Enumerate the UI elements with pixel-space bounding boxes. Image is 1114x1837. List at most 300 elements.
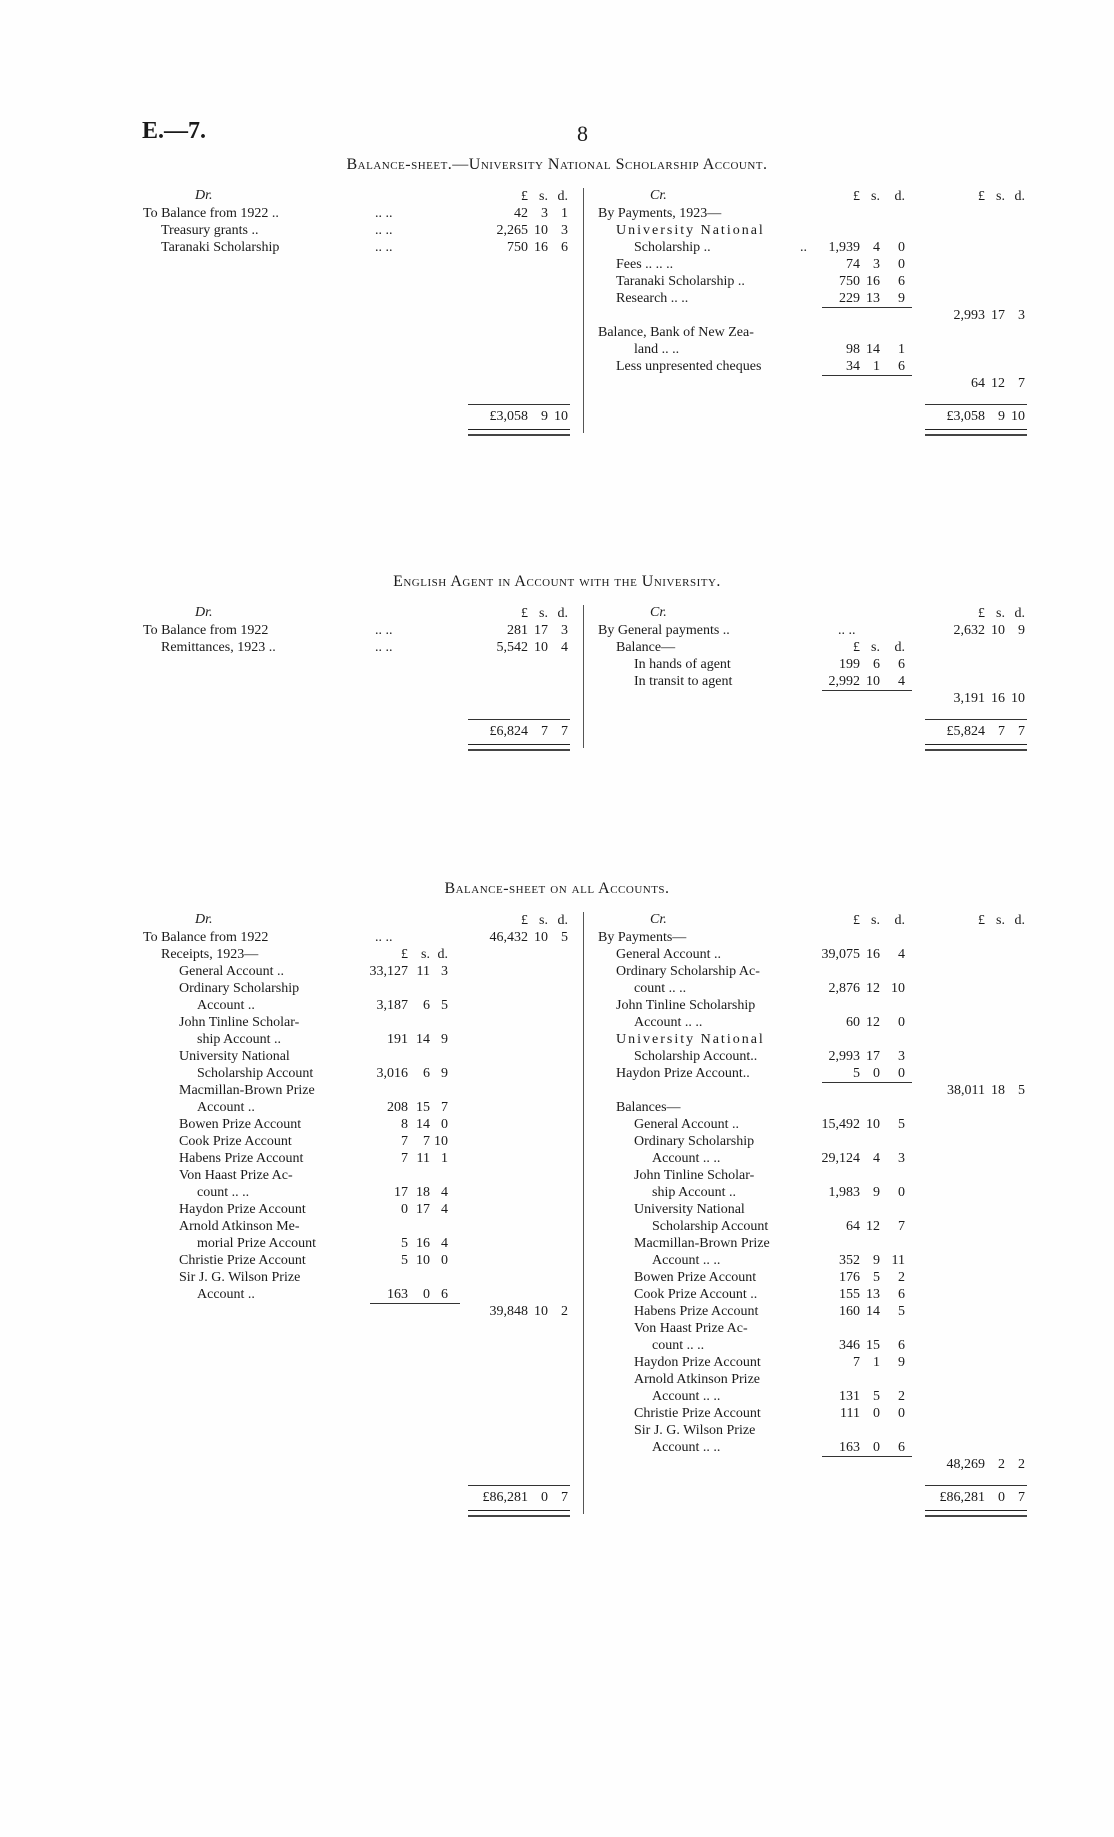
credit-amount-pence: 0: [898, 1185, 905, 1200]
debit-amount-shillings: 3: [541, 206, 548, 221]
credit-total-amount-pence: 2: [1018, 1457, 1025, 1472]
credit-row: [0, 290, 1114, 307]
credit-sub-head-pence: d.: [894, 640, 905, 655]
credit-amount-shillings: 16: [866, 274, 880, 289]
credit-row: [0, 1371, 1114, 1388]
credit-row: [0, 307, 1114, 324]
credit-total-amount-shillings: 10: [991, 623, 1005, 638]
credit-amount-pounds: 98: [846, 342, 860, 357]
credit-row: [0, 1048, 1114, 1065]
debit-sub-amount-pence: 0: [441, 1253, 448, 1268]
leader-dots: .. ..: [375, 623, 393, 638]
right-head-a-pounds: £: [853, 189, 860, 204]
credit-row: [0, 929, 1114, 946]
debit-sub-amount-pounds: 3,016: [376, 1066, 408, 1081]
credit-row-label: Von Haast Prize Ac-: [634, 1321, 748, 1336]
debit-sub-amount-shillings: 7: [423, 1134, 430, 1149]
debit-amount-pounds: 46,432: [489, 930, 528, 945]
credit-row: [0, 375, 1114, 392]
credit-total-pounds: £86,281: [939, 1490, 985, 1505]
credit-amount-shillings: 17: [866, 1049, 880, 1064]
credit-total-amount-pence: 5: [1018, 1083, 1025, 1098]
left-head-pence: d.: [557, 913, 568, 928]
credit-total-amount-shillings: 18: [991, 1083, 1005, 1098]
credit-amount-pounds: 750: [839, 274, 860, 289]
credit-amount-pence: 4: [898, 674, 905, 689]
debit-sub-amount-shillings: 0: [423, 1287, 430, 1302]
credit-row-label: Scholarship ..: [634, 240, 711, 255]
credit-row-label: Fees .. .. ..: [616, 257, 674, 272]
credit-row: [0, 639, 1114, 656]
total-rule-left: [468, 1485, 570, 1486]
right-head-a-pounds: £: [853, 913, 860, 928]
debit-sub-amount-pounds: 3,187: [376, 998, 408, 1013]
left-head-shillings: s.: [539, 913, 548, 928]
debit-total-shillings: 0: [541, 1490, 548, 1505]
credit-amount-shillings: 5: [873, 1270, 880, 1285]
credit-row-label: Sir J. G. Wilson Prize: [634, 1423, 756, 1438]
credit-row-label: Ordinary Scholarship Ac-: [616, 964, 760, 979]
page-reference: E.—7.: [142, 118, 207, 144]
credit-row: [0, 1218, 1114, 1235]
credit-row-label: Account .. ..: [652, 1389, 721, 1404]
credit-row: [0, 205, 1114, 222]
credit-row-label: Account .. ..: [634, 1015, 703, 1030]
debit-amount-shillings: 10: [534, 1304, 548, 1319]
credit-row: [0, 222, 1114, 239]
right-head-b-pence: d.: [1014, 606, 1025, 621]
credit-amount-pounds: 176: [839, 1270, 860, 1285]
credit-amount-pounds: 2,993: [828, 1049, 860, 1064]
debit-row-label: Treasury grants ..: [161, 223, 259, 238]
right-head-b-pounds: £: [978, 913, 985, 928]
credit-row: [0, 622, 1114, 639]
credit-amount-pounds: 160: [839, 1304, 860, 1319]
debit-row-label: Scholarship Account: [197, 1066, 314, 1081]
leader-dots: .. ..: [375, 930, 393, 945]
credit-total-shillings: 7: [998, 724, 1005, 739]
credit-amount-pence: 3: [898, 1151, 905, 1166]
credit-sub-head-shillings: s.: [871, 640, 880, 655]
credit-amount-pence: 0: [898, 257, 905, 272]
credit-amount-pounds: 1,939: [828, 240, 860, 255]
credit-total: [0, 408, 1114, 425]
credit-row-label: Account .. ..: [652, 1151, 721, 1166]
credit-header: Cr.: [650, 605, 667, 620]
credit-row: [0, 1184, 1114, 1201]
money-header-right: [0, 605, 1114, 622]
credit-amount-pence: 0: [898, 1066, 905, 1081]
leader-dots: .. ..: [838, 623, 856, 638]
credit-header: Cr.: [650, 188, 667, 203]
credit-row: [0, 1354, 1114, 1371]
debit-amount-pence: 6: [561, 240, 568, 255]
debit-sub-amount-shillings: 14: [416, 1032, 430, 1047]
credit-amount-pence: 5: [898, 1117, 905, 1132]
credit-amount-pounds: 352: [839, 1253, 860, 1268]
credit-row: [0, 1405, 1114, 1422]
credit-amount-pence: 2: [898, 1389, 905, 1404]
credit-row-label: University National: [616, 223, 765, 238]
credit-total-amount-pence: 3: [1018, 308, 1025, 323]
right-head-a-shillings: s.: [871, 189, 880, 204]
credit-row: [0, 1133, 1114, 1150]
debit-sub-amount-pence: 4: [441, 1236, 448, 1251]
credit-row: [0, 1303, 1114, 1320]
debit-sub-amount-pence: 0: [441, 1117, 448, 1132]
credit-amount-pence: 5: [898, 1304, 905, 1319]
debit-sub-amount-shillings: 6: [423, 998, 430, 1013]
credit-amount-pounds: 229: [839, 291, 860, 306]
left-head-pence: d.: [557, 606, 568, 621]
credit-amount-shillings: 10: [866, 674, 880, 689]
debit-amount-pounds: 750: [507, 240, 528, 255]
left-head-pounds: £: [521, 606, 528, 621]
credit-amount-pounds: 5: [853, 1066, 860, 1081]
left-head-pounds: £: [521, 189, 528, 204]
debit-sub-amount-shillings: 18: [416, 1185, 430, 1200]
credit-amount-shillings: 12: [866, 1219, 880, 1234]
column-divider: [583, 605, 584, 748]
credit-amount-shillings: 10: [866, 1117, 880, 1132]
debit-amount-pence: 3: [561, 623, 568, 638]
debit-row-label: To Balance from 1922: [143, 930, 269, 945]
credit-row: [0, 997, 1114, 1014]
credit-row: [0, 1422, 1114, 1439]
debit-row-label: Account ..: [197, 998, 255, 1013]
debit-row-label: Account ..: [197, 1100, 255, 1115]
debit-amount-pounds: 5,542: [496, 640, 528, 655]
right-head-a-pence: d.: [894, 913, 905, 928]
debit-sub-amount-pounds: 0: [401, 1202, 408, 1217]
page-number: 8: [577, 121, 588, 146]
debit-row-label: morial Prize Account: [197, 1236, 316, 1251]
credit-row: [0, 1456, 1114, 1473]
credit-row-label: Account .. ..: [652, 1253, 721, 1268]
credit-total-pence: 7: [1018, 724, 1025, 739]
credit-row-label: Habens Prize Account: [634, 1304, 759, 1319]
credit-row-label: count .. ..: [634, 981, 687, 996]
right-head-a-shillings: s.: [871, 913, 880, 928]
debit-row-label: Von Haast Prize Ac-: [179, 1168, 293, 1183]
credit-row: [0, 1388, 1114, 1405]
credit-amount-pence: 9: [898, 291, 905, 306]
credit-amount-shillings: 3: [873, 257, 880, 272]
credit-amount-shillings: 14: [866, 1304, 880, 1319]
credit-amount-pounds: 346: [839, 1338, 860, 1353]
credit-row: [0, 673, 1114, 690]
credit-amount-shillings: 12: [866, 981, 880, 996]
credit-row: [0, 324, 1114, 341]
debit-amount-pounds: 42: [514, 206, 528, 221]
credit-total-amount-pence: 7: [1018, 376, 1025, 391]
credit-row-label: University National: [616, 1032, 765, 1047]
leader-dots: .. ..: [375, 223, 393, 238]
credit-row: [0, 1150, 1114, 1167]
left-head-shillings: s.: [539, 606, 548, 621]
debit-row-label: Taranaki Scholarship: [161, 240, 280, 255]
credit-amount-shillings: 6: [873, 657, 880, 672]
credit-total-amount-pounds: 38,011: [947, 1083, 985, 1098]
credit-row-label: count .. ..: [652, 1338, 705, 1353]
debit-sub-amount-pence: 9: [441, 1066, 448, 1081]
credit-total-pence: 10: [1011, 409, 1025, 424]
debit-amount-shillings: 10: [534, 223, 548, 238]
credit-row: [0, 1337, 1114, 1354]
debit-sub-amount-pence: 10: [434, 1134, 448, 1149]
debit-total-shillings: 7: [541, 724, 548, 739]
credit-row-label: Scholarship Account..: [634, 1049, 758, 1064]
debit-row-label: Arnold Atkinson Me-: [179, 1219, 300, 1234]
credit-amount-pence: 1: [898, 342, 905, 357]
double-rule-left: [468, 744, 570, 751]
credit-amount-pence: 6: [898, 657, 905, 672]
debit-total-pence: 7: [561, 724, 568, 739]
credit-total-pence: 7: [1018, 1490, 1025, 1505]
credit-amount-pounds: 2,876: [828, 981, 860, 996]
credit-row-label: ship Account ..: [652, 1185, 736, 1200]
debit-row-label: Sir J. G. Wilson Prize: [179, 1270, 301, 1285]
credit-total-shillings: 0: [998, 1490, 1005, 1505]
credit-row-label: Haydon Prize Account..: [616, 1066, 750, 1081]
debit-sub-amount-pence: 9: [441, 1032, 448, 1047]
debit-total-pounds: £6,824: [489, 724, 528, 739]
right-head-a-pence: d.: [894, 189, 905, 204]
debit-sub-amount-shillings: 15: [416, 1100, 430, 1115]
credit-row: [0, 1235, 1114, 1252]
double-rule-right: [925, 429, 1027, 436]
credit-amount-pounds: 74: [846, 257, 860, 272]
credit-row: [0, 1099, 1114, 1116]
leader-dots: ..: [800, 240, 807, 255]
credit-amount-pounds: 7: [853, 1355, 860, 1370]
credit-amount-pounds: 163: [839, 1440, 860, 1455]
column-divider: [583, 912, 584, 1514]
debit-row-label: count .. ..: [197, 1185, 250, 1200]
credit-sub-head-pounds: £: [853, 640, 860, 655]
credit-total-amount-shillings: 2: [998, 1457, 1005, 1472]
credit-row-label: Research .. ..: [616, 291, 689, 306]
credit-amount-pence: 0: [898, 240, 905, 255]
credit-row-label: Arnold Atkinson Prize: [634, 1372, 760, 1387]
credit-amount-pence: 6: [898, 274, 905, 289]
credit-row-label: Cook Prize Account ..: [634, 1287, 758, 1302]
credit-row: [0, 358, 1114, 375]
debit-total-pounds: £86,281: [482, 1490, 528, 1505]
debit-amount-shillings: 16: [534, 240, 548, 255]
credit-total-pounds: £3,058: [946, 409, 985, 424]
debit-sub-amount-pence: 1: [441, 1151, 448, 1166]
right-head-b-pounds: £: [978, 189, 985, 204]
debit-amount-pence: 4: [561, 640, 568, 655]
debit-amount-pounds: 2,265: [496, 223, 528, 238]
credit-amount-pounds: 39,075: [821, 947, 860, 962]
total-rule-left: [468, 404, 570, 405]
credit-amount-shillings: 5: [873, 1389, 880, 1404]
debit-row-label: Habens Prize Account: [179, 1151, 304, 1166]
credit-row-label: In hands of agent: [634, 657, 731, 672]
credit-amount-pence: 3: [898, 1049, 905, 1064]
leader-dots: .. ..: [375, 240, 393, 255]
credit-amount-shillings: 13: [866, 1287, 880, 1302]
debit-sub-amount-pounds: 163: [387, 1287, 408, 1302]
debit-row-label: To Balance from 1922: [143, 623, 269, 638]
credit-amount-pounds: 29,124: [821, 1151, 860, 1166]
debit-row-label: Ordinary Scholarship: [179, 981, 300, 996]
debit-sub-amount-shillings: 6: [423, 1066, 430, 1081]
credit-total: [0, 1489, 1114, 1506]
credit-row: [0, 1031, 1114, 1048]
debit-row-label: Receipts, 1923—: [161, 947, 259, 962]
debit-sub-head-pence: d.: [437, 947, 448, 962]
section-title: English Agent in Account with the University.: [393, 573, 721, 590]
debit-sub-amount-pounds: 5: [401, 1236, 408, 1251]
debit-row-label: Bowen Prize Account: [179, 1117, 302, 1132]
credit-row: [0, 1439, 1114, 1456]
debit-sub-amount-pounds: 7: [401, 1134, 408, 1149]
debit-total-pounds: £3,058: [489, 409, 528, 424]
section-title: Balance-sheet on all Accounts.: [444, 880, 670, 897]
credit-total-amount-pounds: 3,191: [953, 691, 985, 706]
credit-row-label: Account .. ..: [652, 1440, 721, 1455]
left-head-pence: d.: [557, 189, 568, 204]
debit-sub-amount-shillings: 11: [416, 1151, 430, 1166]
debit-sub-amount-pence: 7: [441, 1100, 448, 1115]
credit-amount-pence: 2: [898, 1270, 905, 1285]
debit-sub-amount-shillings: 10: [416, 1253, 430, 1268]
debit-total-pence: 10: [554, 409, 568, 424]
credit-amount-shillings: 0: [873, 1066, 880, 1081]
debit-row-label: Haydon Prize Account: [179, 1202, 306, 1217]
debit-sub-amount-shillings: 16: [416, 1236, 430, 1251]
credit-row: [0, 273, 1114, 290]
credit-row-label: John Tinline Scholar-: [634, 1168, 755, 1183]
debit-sub-amount-pence: 5: [441, 998, 448, 1013]
debit-row-label: Account ..: [197, 1287, 255, 1302]
credit-amount-pounds: 155: [839, 1287, 860, 1302]
credit-row-label: In transit to agent: [634, 674, 733, 689]
credit-row: [0, 239, 1114, 256]
right-head-b-shillings: s.: [996, 913, 1005, 928]
credit-total-amount-pence: 9: [1018, 623, 1025, 638]
credit-row: [0, 1201, 1114, 1218]
debit-amount-shillings: 10: [534, 930, 548, 945]
credit-total-amount-pounds: 2,632: [953, 623, 985, 638]
credit-amount-pence: 6: [898, 359, 905, 374]
debit-sub-amount-shillings: 17: [416, 1202, 430, 1217]
total-rule-left: [468, 719, 570, 720]
debit-sub-amount-pounds: 5: [401, 1253, 408, 1268]
credit-amount-shillings: 4: [873, 1151, 880, 1166]
debit-sub-amount-pounds: 7: [401, 1151, 408, 1166]
credit-amount-pounds: 60: [846, 1015, 860, 1030]
credit-row: [0, 963, 1114, 980]
debit-amount-pence: 5: [561, 930, 568, 945]
total-rule-right: [925, 404, 1027, 405]
debit-row-label: General Account ..: [179, 964, 284, 979]
debit-row-label: Macmillan-Brown Prize: [179, 1083, 315, 1098]
credit-row: [0, 1320, 1114, 1337]
credit-row: [0, 1269, 1114, 1286]
credit-total-shillings: 9: [998, 409, 1005, 424]
debit-row-label: University National: [179, 1049, 290, 1064]
right-head-b-pence: d.: [1014, 913, 1025, 928]
credit-amount-pence: 10: [891, 981, 905, 996]
credit-amount-shillings: 1: [873, 359, 880, 374]
debit-row-label: Cook Prize Account: [179, 1134, 292, 1149]
debit-amount-shillings: 17: [534, 623, 548, 638]
credit-amount-shillings: 0: [873, 1440, 880, 1455]
debit-header: Dr.: [195, 912, 213, 927]
credit-total-amount-pounds: 2,993: [953, 308, 985, 323]
debit-row-label: ship Account ..: [197, 1032, 281, 1047]
debit-sub-amount-pounds: 33,127: [369, 964, 408, 979]
credit-row-label: General Account ..: [634, 1117, 739, 1132]
debit-header: Dr.: [195, 188, 213, 203]
debit-amount-pounds: 39,848: [489, 1304, 528, 1319]
credit-row-label: Scholarship Account: [652, 1219, 769, 1234]
credit-row: [0, 980, 1114, 997]
double-rule-left: [468, 1510, 570, 1517]
credit-row-label: John Tinline Scholarship: [616, 998, 756, 1013]
debit-row-label: Christie Prize Account: [179, 1253, 306, 1268]
credit-row-label: land .. ..: [634, 342, 680, 357]
credit-row: [0, 341, 1114, 358]
credit-row-label: By General payments ..: [598, 623, 730, 638]
double-rule-right: [925, 744, 1027, 751]
credit-row: [0, 256, 1114, 273]
debit-header: Dr.: [195, 605, 213, 620]
credit-amount-pence: 11: [891, 1253, 905, 1268]
credit-amount-shillings: 15: [866, 1338, 880, 1353]
credit-amount-pence: 4: [898, 947, 905, 962]
credit-amount-pence: 0: [898, 1015, 905, 1030]
credit-amount-pounds: 131: [839, 1389, 860, 1404]
credit-row: [0, 1167, 1114, 1184]
credit-amount-pounds: 64: [846, 1219, 860, 1234]
credit-row-label: Ordinary Scholarship: [634, 1134, 755, 1149]
credit-row-label: Bowen Prize Account: [634, 1270, 757, 1285]
credit-amount-pounds: 111: [840, 1406, 860, 1421]
debit-sub-amount-pounds: 8: [401, 1117, 408, 1132]
credit-row: [0, 1082, 1114, 1099]
debit-sub-head-shillings: s.: [421, 947, 430, 962]
credit-amount-pence: 6: [898, 1338, 905, 1353]
right-head-b-pence: d.: [1014, 189, 1025, 204]
credit-row: [0, 1065, 1114, 1082]
credit-header: Cr.: [650, 912, 667, 927]
leader-dots: .. ..: [375, 206, 393, 221]
credit-row: [0, 1286, 1114, 1303]
debit-total-pence: 7: [561, 1490, 568, 1505]
credit-row-label: Balances—: [616, 1100, 681, 1115]
credit-total: [0, 723, 1114, 740]
left-head-pounds: £: [521, 913, 528, 928]
credit-amount-pounds: 199: [839, 657, 860, 672]
debit-amount-shillings: 10: [534, 640, 548, 655]
debit-row-label: To Balance from 1922 ..: [143, 206, 279, 221]
debit-sub-amount-shillings: 14: [416, 1117, 430, 1132]
credit-amount-pounds: 34: [846, 359, 860, 374]
credit-amount-pounds: 15,492: [821, 1117, 860, 1132]
credit-amount-shillings: 0: [873, 1406, 880, 1421]
credit-amount-pounds: 1,983: [828, 1185, 860, 1200]
credit-row: [0, 1014, 1114, 1031]
debit-row-label: John Tinline Scholar-: [179, 1015, 300, 1030]
debit-sub-amount-shillings: 11: [416, 964, 430, 979]
debit-sub-head-pounds: £: [401, 947, 408, 962]
debit-sub-amount-pounds: 208: [387, 1100, 408, 1115]
